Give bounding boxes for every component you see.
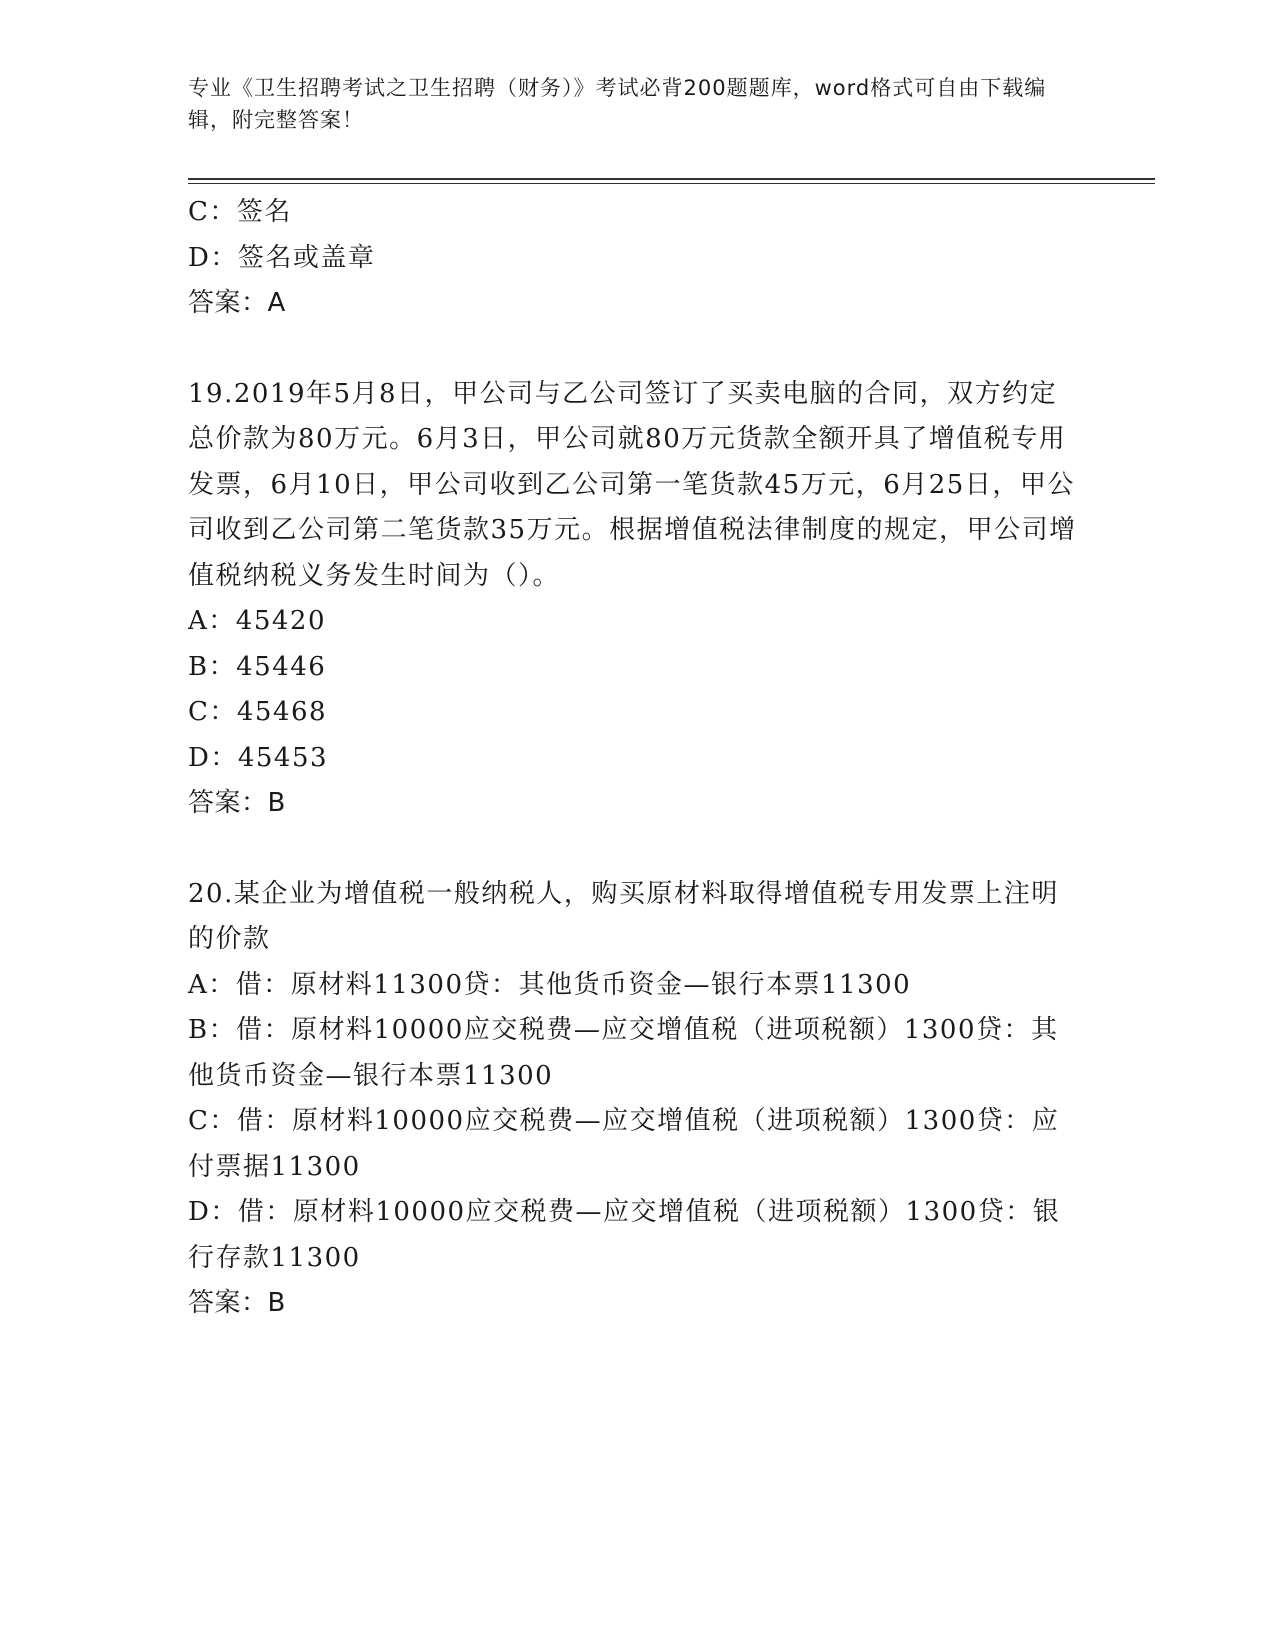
spacer [188,327,1083,372]
option-b: B：借：原材料10000应交税费—应交增值税（进项税额）1300贷：其他货币资金—银行本票11300 [188,1015,1059,1091]
question-stem: 19.2019年5月8日，甲公司与乙公司签订了买卖电脑的合同，双方约定总价款为80万元。6月3日，甲公司就80万元货款全额开具了增值税专用发票，6月10日，甲公司收到乙公司第一笔货款45万元，6月25日，甲公司收到乙公司第二笔货款35万元。根据增值税法律制度的规定，甲公司增值税纳税义务发生时间为（）。 [188,378,1077,591]
option-a: A：45420 [188,606,326,636]
answer: 答案：B [188,1288,286,1318]
answer: 答案：B [188,788,286,818]
question-18-tail [188,190,1083,327]
option-c: C：签名 [188,197,292,227]
question-19 [188,372,1083,827]
option-d: D：签名或盖章 [188,242,376,273]
question-20 [188,872,1083,1327]
option-d: D：借：原材料10000应交税费—应交增值税（进项税额）1300贷：银行存款11300 [188,1197,1061,1273]
question-stem: 20.某企业为增值税一般纳税人，购买原材料取得增值税专用发票上注明的价款 [188,878,1059,954]
option-c: C：借：原材料10000应交税费—应交增值税（进项税额）1300贷：应付票据11300 [188,1106,1060,1182]
page-header: 专业《卫生招聘考试之卫生招聘（财务）》考试必背200题题库，word格式可自由下载编辑，附完整答案！ [188,76,1047,132]
option-c: C：45468 [188,697,328,727]
option-d: D：45453 [188,742,329,773]
header-divider-thick [188,178,1155,180]
option-b: B：45446 [188,651,327,682]
spacer [188,827,1083,872]
document-body [188,190,1083,1327]
header-divider-thin [188,183,1155,184]
answer: 答案：A [188,288,286,318]
option-a: A：借：原材料11300贷：其他货币资金—银行本票11300 [188,969,912,1000]
